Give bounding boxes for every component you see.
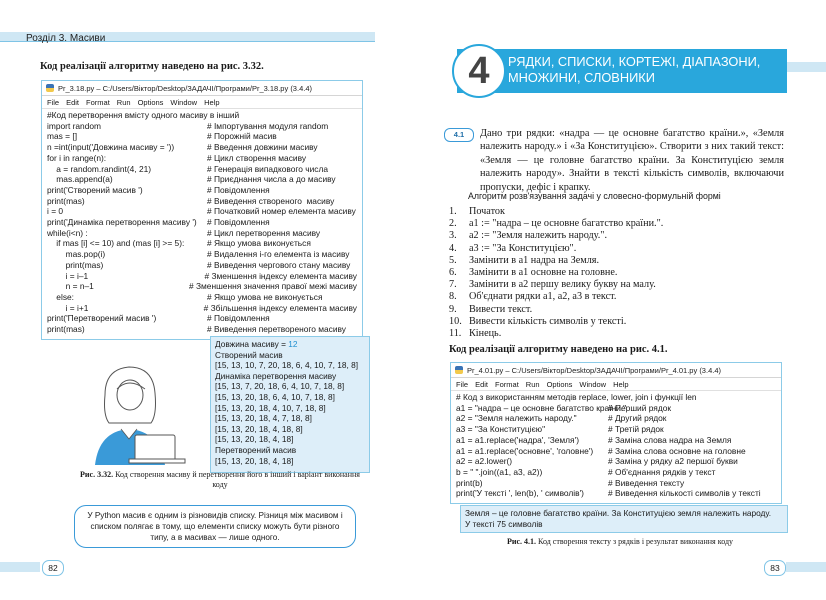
output-line: [15, 13, 20, 18, 4, 18] xyxy=(215,434,294,445)
step-number: 3. xyxy=(449,230,457,242)
output-first-line xyxy=(215,339,365,350)
code-line xyxy=(47,249,357,260)
algorithm-title: Алгоритм розв'язування задачі у словесно-формульній формі xyxy=(468,191,721,201)
code-comment: # Порожній масив xyxy=(207,131,277,142)
output-lines xyxy=(215,350,365,467)
step-number: 2. xyxy=(449,218,457,230)
code-line xyxy=(47,238,357,249)
code-text: print(mas) xyxy=(47,259,104,270)
page-number-right: 83 xyxy=(764,560,786,576)
code-text: i = i–1 xyxy=(47,270,89,281)
code-comment: # Виведення чергового стану масиву xyxy=(207,259,351,270)
code-text: n =int(input('Довжина масиву = ')) xyxy=(47,142,175,153)
code-comment: # Імпортування модуля random xyxy=(207,120,329,131)
idle-window-right xyxy=(450,362,782,504)
menu-item[interactable]: Run xyxy=(525,379,540,389)
step-text: Кінець. xyxy=(469,328,502,340)
menu-bar xyxy=(451,378,781,391)
code-line xyxy=(456,424,776,435)
menu-item[interactable]: Window xyxy=(579,379,607,389)
code-comment: # Повідомлення xyxy=(207,217,270,228)
output-panel-left xyxy=(210,336,370,473)
output-line: [15, 13, 20, 18, 4, 10, 7, 18, 8] xyxy=(215,402,326,413)
intro-text-right: Код реалізації алгоритму наведено на рис. 4.1. xyxy=(449,344,668,355)
step-number: 9. xyxy=(449,303,457,315)
code-comment: # Видалення i-го елемента із масиву xyxy=(207,249,350,260)
menu-item[interactable]: File xyxy=(456,379,469,389)
code-comment: # Початковий номер елемента масиву xyxy=(207,206,356,217)
step-number: 7. xyxy=(449,279,457,291)
code-text: print('Створений масив ') xyxy=(47,184,143,195)
task-number-badge: 4.1 xyxy=(444,128,474,142)
output-line: [15, 13, 20, 18, 6, 4, 10, 7, 18, 8] xyxy=(215,391,335,402)
output-line: [15, 13, 10, 7, 20, 18, 6, 4, 10, 7, 18, 8] xyxy=(215,360,358,371)
code-line xyxy=(47,206,357,217)
code-text: print(mas) xyxy=(47,324,85,335)
code-line xyxy=(456,435,776,446)
code-comment: # Перший рядок xyxy=(608,402,672,413)
code-text: a1 = "надра – це основне багатство країни." xyxy=(456,402,627,413)
code-text: mas.pop(i) xyxy=(47,249,106,260)
code-comment: # Виведення перетвореного масиву xyxy=(207,324,346,335)
step-text: Вивести текст. xyxy=(469,303,533,315)
code-text: print(b) xyxy=(456,477,483,488)
algorithm-step xyxy=(449,218,779,230)
header-ribbon-right xyxy=(787,62,826,72)
menu-item[interactable]: Format xyxy=(495,379,519,389)
code-comment: # Приєднання числа а до масиву xyxy=(207,174,336,185)
algorithm-step xyxy=(449,267,779,279)
algorithm-step xyxy=(449,291,779,303)
code-line xyxy=(47,281,357,292)
intro-text-left: Код реалізації алгоритму наведено на рис. 3.32. xyxy=(40,61,264,72)
python-icon xyxy=(46,84,54,92)
code-line xyxy=(47,174,357,185)
code-line xyxy=(456,403,776,414)
footer-ribbon-right xyxy=(786,562,826,572)
step-text: a2 := "Земля належить народу.". xyxy=(469,230,608,242)
code-line xyxy=(47,142,357,153)
code-comment: # Генерація випадкового числа xyxy=(207,163,328,174)
figure-caption-right xyxy=(470,537,770,547)
chapter-number: 4 xyxy=(452,44,506,98)
menu-item[interactable]: Run xyxy=(116,97,131,107)
code-line xyxy=(47,110,357,121)
code-comment: # Збільшення індексу елемента масиву xyxy=(203,302,357,313)
output-line: Перетворений масив xyxy=(215,444,297,455)
code-comment: # Введення довжини масиву xyxy=(207,142,318,153)
code-comment: # Зменшення значення правої межі масиву xyxy=(188,281,357,292)
code-comment: # Якщо умова виконується xyxy=(207,238,311,249)
caption-text: Код створення масиву й перетворення його в інший і варіант виконання коду xyxy=(113,470,360,489)
output-value: 12 xyxy=(288,339,298,349)
code-line xyxy=(47,196,357,207)
idle-window-left xyxy=(41,80,363,340)
algorithm-step xyxy=(449,304,779,316)
figure-caption-left xyxy=(75,470,365,490)
output-line: [15, 13, 20, 18, 4, 18, 8] xyxy=(215,423,303,434)
code-line xyxy=(47,324,357,335)
menu-item[interactable]: Edit xyxy=(66,97,80,107)
window-title: Pr_4.01.py – C:/Users/Віктор/Desktop/ЗАДАЧІ/Програми/Pr_4.01.py (3.4.4) xyxy=(467,365,721,375)
code-text: print('Перетворений масив ') xyxy=(47,313,157,324)
code-line xyxy=(456,392,776,403)
code-text: import random xyxy=(47,120,101,131)
code-line xyxy=(456,488,776,499)
code-text: a3 = "За Конституцією" xyxy=(456,424,546,435)
code-comment: # Цикл перетворення масиву xyxy=(207,227,321,238)
step-number: 10. xyxy=(449,315,462,327)
code-line xyxy=(47,164,357,175)
code-comment: # Виведення тексту xyxy=(608,477,685,488)
code-text: mas = [] xyxy=(47,131,78,142)
code-text: a2 = a2.lower() xyxy=(456,456,513,467)
code-line xyxy=(456,478,776,489)
code-text: a1 = a1.replace('надра', 'Земля') xyxy=(456,434,579,445)
code-text: if mas [i] <= 10) and (mas [i] >= 5): xyxy=(47,238,185,249)
code-comment: # Якщо умова не виконується xyxy=(207,291,323,302)
code-text: #Код перетворення вмісту одного масиву в інший xyxy=(47,110,240,120)
code-text: a2 = "Земля належить народу." xyxy=(456,413,577,424)
code-line xyxy=(456,456,776,467)
code-text: b = " ".join((a1, a3, a2)) xyxy=(456,466,543,477)
code-text: print('У тексті ', len(b), ' символів') xyxy=(456,488,584,499)
code-line xyxy=(47,121,357,132)
menu-item[interactable]: Window xyxy=(170,97,198,107)
window-titlebar xyxy=(42,81,362,96)
step-text: Замінити в a2 першу велику букву на малу. xyxy=(469,279,656,291)
python-icon xyxy=(455,366,463,374)
step-number: 8. xyxy=(449,291,457,303)
output-label: Довжина масиву = xyxy=(215,339,289,349)
window-title: Pr_3.18.py – C:/Users/Віктор/Desktop/ЗАДАЧІ/Програми/Pr_3.18.py (3.4.4) xyxy=(58,83,312,93)
code-comment: # Повідомлення xyxy=(207,313,270,324)
step-number: 5. xyxy=(449,254,457,266)
code-text: print('Динаміка перетворення масиву ') xyxy=(47,217,197,228)
code-comment: # Повідомлення xyxy=(207,184,270,195)
algorithm-steps xyxy=(449,206,779,340)
algorithm-step xyxy=(449,255,779,267)
caption-text: Код створення тексту з рядків і результат виконання коду xyxy=(536,537,734,546)
caption-label: Рис. 3.32. xyxy=(80,470,114,479)
task-text: Дано три рядки: «надра — це основне багатство країни.», «Земля належить народу.» і «За Конституцією». Створити з них такий текст: «Земля — це головне багатство країни. За Конституцією земля належить народу». Знайти в тексті кількість символів, включаючи пропуски, дефіс і крапку. xyxy=(480,128,784,193)
step-text: Замінити в a1 надра на Земля. xyxy=(469,254,600,266)
code-line xyxy=(47,185,357,196)
code-text: print(mas) xyxy=(47,195,85,206)
code-line xyxy=(47,228,357,239)
code-line xyxy=(47,131,357,142)
page-number-left: 82 xyxy=(42,560,64,576)
menu-item[interactable]: Options xyxy=(546,379,573,389)
code-listing xyxy=(42,109,362,336)
code-text: while(i<n) : xyxy=(47,227,88,238)
section-title: Розділ 3. Масиви xyxy=(26,33,106,44)
step-number: 1. xyxy=(449,206,457,217)
code-line xyxy=(47,292,357,303)
code-comment: # Заміна слова надра на Земля xyxy=(608,434,732,445)
algorithm-step xyxy=(449,328,779,340)
code-comment: # Третій рядок xyxy=(608,424,664,435)
step-text: Об'єднати рядки a1, a2, a3 в текст. xyxy=(469,291,617,303)
step-text: Вивести кількість символів у тексті. xyxy=(469,315,627,327)
output-line: Створений масив xyxy=(215,349,283,360)
step-number: 4. xyxy=(449,242,457,254)
code-text: mas.append(a) xyxy=(47,174,113,185)
step-number: 6. xyxy=(449,267,457,279)
output-line: Динаміка перетворення масиву xyxy=(215,370,337,381)
menu-item[interactable]: Format xyxy=(86,97,110,107)
code-comment: # Виведення кількості символів у тексті xyxy=(608,488,761,499)
chapter-title: РЯДКИ, СПИСКИ, КОРТЕЖІ, ДІАПАЗОНИ, МНОЖИНИ, СЛОВНИКИ xyxy=(508,54,761,85)
person-at-laptop-illustration xyxy=(85,355,195,465)
code-text: a1 = a1.replace('основне', 'головне') xyxy=(456,445,594,456)
algorithm-step xyxy=(449,316,779,328)
step-text: Замінити в a1 основне на головне. xyxy=(469,267,618,279)
code-line xyxy=(47,153,357,164)
menu-item[interactable]: Help xyxy=(613,379,629,389)
code-text: a = random.randint(4, 21) xyxy=(47,163,152,174)
output-panel-right: Земля – це головне багатство країни. За Конституцією земля належить народу. У тексті 75 символів xyxy=(460,505,788,533)
footer-ribbon-left xyxy=(0,562,40,572)
code-text: else: xyxy=(47,291,74,302)
step-text: Початок xyxy=(469,206,505,217)
code-text: # Код з використанням методів replace, lower, join і функції len xyxy=(456,392,697,402)
menu-item[interactable]: Options xyxy=(137,97,164,107)
output-line: [15, 13, 20, 18, 4, 7, 18, 8] xyxy=(215,413,312,424)
menu-bar xyxy=(42,96,362,109)
step-text: a3 := "За Конституцією". xyxy=(469,242,577,254)
code-comment: # Виведення створеного масиву xyxy=(207,195,335,206)
window-titlebar xyxy=(451,363,781,378)
code-listing xyxy=(451,391,781,500)
code-comment: # Об'єднання рядків у текст xyxy=(608,466,716,477)
code-line xyxy=(47,271,357,282)
code-line xyxy=(456,413,776,424)
code-line xyxy=(47,217,357,228)
output-line: [15, 13, 20, 18, 4, 18] xyxy=(215,455,294,466)
code-line xyxy=(456,446,776,457)
code-comment: # Заміна у рядку a2 першої букви xyxy=(608,456,738,467)
code-line xyxy=(456,467,776,478)
menu-item[interactable]: Help xyxy=(204,97,220,107)
step-text: a1 := "надра – це основне багатство країни.". xyxy=(469,218,664,230)
menu-item[interactable]: File xyxy=(47,97,60,107)
output-line: [15, 13, 7, 20, 18, 6, 4, 10, 7, 18, 8] xyxy=(215,381,345,392)
code-comment: # Заміна слова основне на головне xyxy=(608,445,746,456)
code-text: n = n–1 xyxy=(47,281,94,292)
caption-label: Рис. 4.1. xyxy=(506,537,536,546)
code-comment: # Зменшення індексу елемента масиву xyxy=(204,270,357,281)
algorithm-step xyxy=(449,279,779,291)
code-text: i = i+1 xyxy=(47,302,89,313)
code-line xyxy=(47,313,357,324)
step-number: 11. xyxy=(449,328,462,340)
menu-item[interactable]: Edit xyxy=(475,379,489,389)
algorithm-step xyxy=(449,243,779,255)
algorithm-step xyxy=(449,230,779,242)
algorithm-step xyxy=(449,206,779,218)
code-text: for i in range(n): xyxy=(47,152,107,163)
code-line xyxy=(47,260,357,271)
code-line xyxy=(47,303,357,314)
code-comment: # Цикл створення масиву xyxy=(207,152,307,163)
code-comment: # Другий рядок xyxy=(608,413,667,424)
code-text: i = 0 xyxy=(47,206,64,217)
note-bubble: У Python масив є одним із різновидів списку. Різниця між масивом і списком полягає в тому, що елементи списку можуть бути різного типу, а в масивах — лише одного. xyxy=(74,505,356,548)
